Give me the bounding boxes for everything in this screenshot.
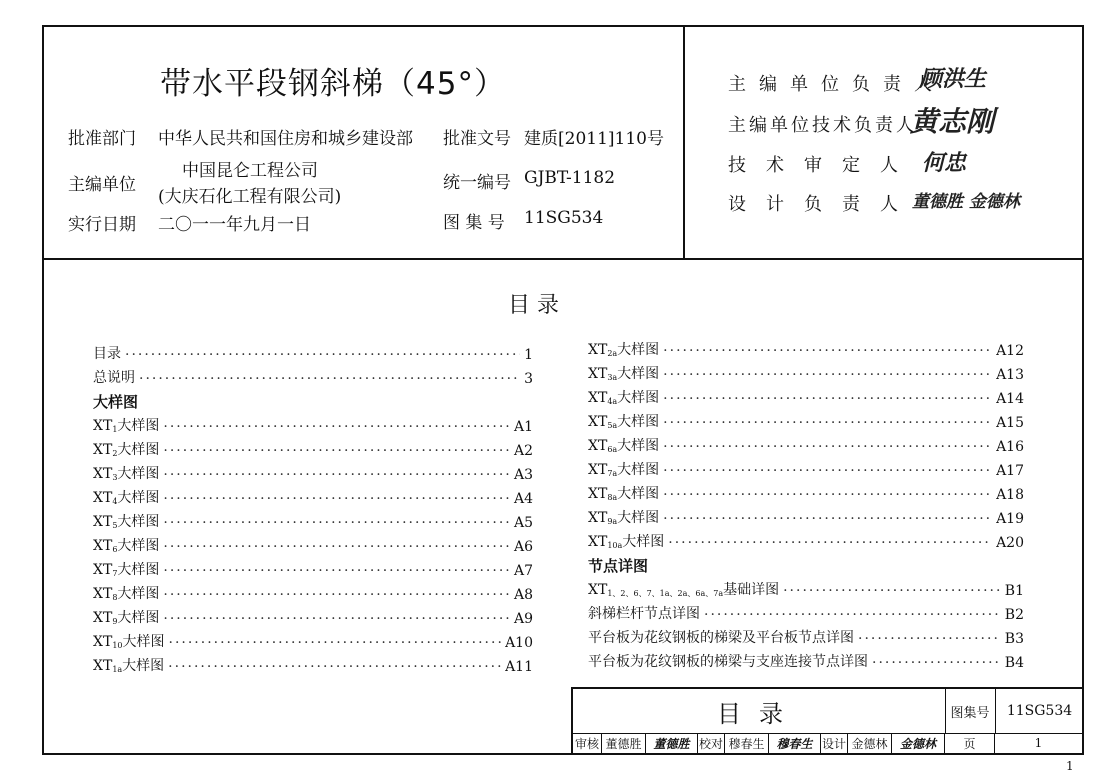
- toc-entry-subscript: 3a: [607, 373, 618, 382]
- toc-entry[interactable]: [93, 509, 533, 531]
- reviewer-signature: 董德胜: [646, 733, 698, 753]
- toc-entry-page: A7: [513, 563, 533, 579]
- toc-entry[interactable]: [93, 605, 533, 627]
- approve-dept-label: 批准部门: [68, 129, 136, 149]
- toc-entry-text: 大样图: [622, 534, 665, 550]
- approve-doc: 建质[2011]110号: [524, 129, 664, 149]
- toc-entry-subscript: 5: [112, 521, 118, 530]
- toc-leader-dots: [163, 563, 510, 579]
- toc-entry-text: 大样图: [117, 562, 160, 578]
- toc-leader-dots: [663, 511, 992, 527]
- toc-leader-dots: [163, 587, 510, 603]
- toc-leader-dots: [668, 535, 992, 551]
- toc-leader-dots: [125, 347, 520, 363]
- toc-entry[interactable]: [588, 577, 1024, 599]
- toc-entry-label: [93, 511, 159, 531]
- unified-no: GJBT-1182: [524, 168, 616, 188]
- toc-entry-label: [588, 507, 659, 527]
- toc-leader-dots: [663, 343, 992, 359]
- toc-entry-text: 基础详图: [723, 582, 780, 598]
- toc-entry-label: [588, 459, 659, 479]
- toc-entry-code: XT: [588, 342, 608, 358]
- toc-entry-page: A19: [996, 511, 1024, 527]
- toc-entry-text: 大样图: [117, 610, 160, 626]
- atlas-no-label: 图 集 号: [443, 213, 505, 233]
- title-block: [571, 687, 1084, 755]
- toc-section-heading: 大样图: [93, 393, 139, 411]
- toc-entry-code: XT: [93, 634, 113, 650]
- toc-entry-page: A15: [996, 415, 1024, 431]
- toc-entry[interactable]: [93, 485, 533, 507]
- designer: 金德林: [848, 733, 892, 753]
- toc-entry-page: A18: [996, 487, 1024, 503]
- toc-heading: 目 录: [508, 293, 559, 318]
- toc-leader-dots: [163, 515, 510, 531]
- document-title: 带水平段钢斜梯（45°）: [160, 66, 506, 102]
- toc-entry-text: 大样图: [122, 634, 165, 650]
- toc-entry-page: A10: [505, 635, 533, 651]
- toc-entry[interactable]: [93, 533, 533, 555]
- header-vertical-divider: [683, 25, 685, 258]
- toc-leader-dots: [163, 443, 510, 459]
- signoff-label-2: 主编单位技术负责人: [728, 115, 917, 136]
- toc-entry-label: [93, 463, 159, 483]
- toc-entry-label: [93, 607, 159, 627]
- toc-entry-page: A9: [513, 611, 533, 627]
- check-label: 校对: [698, 733, 725, 753]
- toc-entry-page: A5: [513, 515, 533, 531]
- signoff-label-4: 设计负责人: [728, 194, 918, 215]
- toc-entry-page: A17: [996, 463, 1024, 479]
- page-label: 页: [945, 733, 995, 753]
- toc-entry-label: 平台板为花纹钢板的梯梁及平台板节点详图: [588, 630, 854, 646]
- toc-entry-text: 大样图: [617, 366, 660, 382]
- header-divider: [42, 258, 1084, 260]
- toc-entry-code: XT: [93, 418, 113, 434]
- toc-entry-subscript: 10: [112, 641, 123, 650]
- toc-entry-label: [588, 483, 659, 503]
- toc-leader-dots: [858, 631, 1001, 647]
- toc-entry-subscript: 7a: [607, 469, 618, 478]
- toc-entry-page: A4: [513, 491, 533, 507]
- page-no: 1: [1034, 736, 1043, 750]
- toc-entry-page: A1: [513, 419, 533, 435]
- toc-entry-code: XT: [93, 514, 113, 530]
- toc-entry-page: A6: [513, 539, 533, 555]
- toc-entry-text: 大样图: [617, 390, 660, 406]
- toc-leader-dots: [163, 467, 510, 483]
- unified-no-label: 统一编号: [443, 173, 511, 193]
- toc-entry[interactable]: [588, 457, 1024, 479]
- toc-entry-code: XT: [93, 466, 113, 482]
- toc-entry-subscript: 8a: [607, 493, 618, 502]
- toc-entry[interactable]: [93, 581, 533, 603]
- toc-entry-label: [588, 339, 659, 359]
- toc-entry-page: A3: [513, 467, 533, 483]
- toc-entry-label: [93, 631, 165, 651]
- editor-line1: 中国昆仑工程公司: [182, 161, 318, 181]
- signature-1: 顾洪生: [920, 66, 987, 92]
- toc-leader-dots: [872, 655, 1001, 671]
- title-block-name: 目录: [573, 689, 946, 733]
- toc-entry[interactable]: [93, 341, 533, 363]
- toc-entry-code: XT: [93, 442, 113, 458]
- toc-entry-text: 大样图: [117, 514, 160, 530]
- toc-leader-dots: [169, 635, 502, 651]
- toc-leader-dots: [783, 583, 1001, 599]
- toc-entry-subscript: 5a: [607, 421, 618, 430]
- date-label: 实行日期: [68, 215, 136, 235]
- toc-entry[interactable]: [588, 433, 1024, 455]
- signoff-label-3: 技术审定人: [728, 155, 918, 176]
- toc-entry-page: A14: [996, 391, 1024, 407]
- review-label: 审核: [573, 733, 602, 753]
- toc-entry-subscript: 3: [112, 473, 118, 482]
- toc-entry-label: [588, 363, 659, 383]
- approve-doc-label: 批准文号: [443, 129, 511, 149]
- signoff-label-1: 主编单位负责人: [728, 74, 945, 95]
- checker: 穆春生: [725, 733, 769, 753]
- editor-line2: (大庆石化工程有限公司): [158, 187, 342, 207]
- approve-dept: 中华人民共和国住房和城乡建设部: [158, 129, 413, 149]
- toc-entry-text: 大样图: [122, 658, 165, 674]
- toc-entry-code: XT: [588, 510, 608, 526]
- toc-entry[interactable]: [93, 413, 533, 435]
- toc-entry[interactable]: [588, 361, 1024, 383]
- atlas-no: 11SG534: [524, 208, 604, 228]
- toc-entry-text: 大样图: [617, 510, 660, 526]
- toc-entry-page: A13: [996, 367, 1024, 383]
- toc-entry-text: 大样图: [117, 442, 160, 458]
- toc-entry[interactable]: [588, 505, 1024, 527]
- toc-entry-page: A20: [996, 535, 1024, 551]
- toc-entry-label: [588, 531, 664, 551]
- toc-entry-subscript: 10a: [607, 541, 623, 550]
- toc-entry-label: [93, 583, 159, 603]
- toc-entry-label: [93, 535, 159, 555]
- toc-entry[interactable]: [93, 557, 533, 579]
- toc-entry-subscript: 1: [112, 425, 118, 434]
- toc-entry[interactable]: [588, 649, 1024, 671]
- toc-entry-code: XT: [93, 490, 113, 506]
- toc-leader-dots: [663, 367, 992, 383]
- toc-entry-page: 1: [524, 347, 533, 363]
- reviewer: 董德胜: [602, 733, 646, 753]
- toc-entry-text: 大样图: [617, 462, 660, 478]
- toc-entry-code: XT: [588, 462, 608, 478]
- toc-entry-page: A16: [996, 439, 1024, 455]
- toc-section-heading: 节点详图: [588, 557, 649, 575]
- toc-entry-label: 斜梯栏杆节点详图: [588, 606, 700, 622]
- toc-entry-text: 大样图: [617, 486, 660, 502]
- toc-leader-dots: [163, 539, 510, 555]
- toc-entry-subscript: 8: [112, 593, 118, 602]
- toc-leader-dots: [663, 439, 992, 455]
- toc-entry-code: XT: [588, 534, 608, 550]
- toc-entry-page: B3: [1004, 631, 1024, 647]
- toc-leader-dots: [663, 391, 992, 407]
- toc-leader-dots: [663, 415, 992, 431]
- toc-entry-code: XT: [93, 538, 113, 554]
- toc-entry-text: 大样图: [617, 438, 660, 454]
- toc-entry-code: XT: [93, 562, 113, 578]
- toc-entry[interactable]: [93, 653, 533, 675]
- signature-3: 何忠: [922, 150, 967, 176]
- toc-entry-page: B4: [1004, 655, 1024, 671]
- toc-entry-text: 大样图: [117, 490, 160, 506]
- title-block-atlas-no: 11SG534: [1006, 703, 1073, 719]
- toc-entry-label: [588, 411, 659, 431]
- toc-entry-label: 总说明: [93, 370, 135, 386]
- toc-entry[interactable]: [588, 409, 1024, 431]
- toc-entry-subscript: 7: [112, 569, 118, 578]
- toc-entry-subscript: 1、2、6、7、1a、2a、6a、7a: [607, 589, 724, 598]
- toc-entry[interactable]: [588, 529, 1024, 551]
- toc-entry-subscript: 1a: [112, 665, 123, 674]
- toc-entry-subscript: 9a: [607, 517, 618, 526]
- toc-entry-page: A8: [513, 587, 533, 603]
- toc-entry-label: [93, 415, 159, 435]
- toc-entry[interactable]: [93, 629, 533, 651]
- toc-entry-subscript: 2a: [607, 349, 618, 358]
- toc-entry-code: XT: [588, 366, 608, 382]
- title-block-atlas-label: 图集号: [945, 689, 996, 733]
- toc-entry[interactable]: [588, 601, 1024, 623]
- toc-entry-code: XT: [93, 658, 113, 674]
- signature-2: 黄志刚: [910, 105, 995, 138]
- checker-signature: 穆春生: [769, 733, 821, 753]
- toc-leader-dots: [163, 419, 510, 435]
- toc-entry[interactable]: [588, 481, 1024, 503]
- toc-entry[interactable]: [93, 437, 533, 459]
- toc-entry[interactable]: [588, 337, 1024, 359]
- toc-entry-subscript: 9: [112, 617, 118, 626]
- toc-leader-dots: [163, 611, 510, 627]
- toc-entry-code: XT: [588, 486, 608, 502]
- toc-entry-code: XT: [588, 390, 608, 406]
- toc-entry-subscript: 6a: [607, 445, 618, 454]
- editor-label: 主编单位: [68, 175, 136, 195]
- toc-entry-code: XT: [588, 438, 608, 454]
- toc-leader-dots: [139, 371, 520, 387]
- toc-entry-code: XT: [588, 582, 608, 598]
- toc-entry-text: 大样图: [617, 342, 660, 358]
- toc-entry-label: [588, 387, 659, 407]
- toc-entry-label: [93, 655, 164, 675]
- toc-entry-label: [588, 579, 779, 599]
- toc-leader-dots: [704, 607, 1001, 623]
- toc-entry-subscript: 4a: [607, 397, 618, 406]
- toc-leader-dots: [168, 659, 501, 675]
- toc-entry-page: A12: [996, 343, 1024, 359]
- page-number: 1: [1066, 759, 1074, 773]
- toc-entry-code: XT: [93, 586, 113, 602]
- toc-entry-text: 大样图: [117, 586, 160, 602]
- toc-entry-text: 大样图: [117, 466, 160, 482]
- signature-4: 董德胜 金德林: [912, 192, 1020, 212]
- toc-entry-text: 大样图: [117, 538, 160, 554]
- toc-entry-label: 目录: [93, 346, 121, 362]
- toc-entry-subscript: 4: [112, 497, 118, 506]
- toc-entry-text: 大样图: [617, 414, 660, 430]
- toc-entry-page: B1: [1004, 583, 1024, 599]
- design-label: 设计: [821, 733, 848, 753]
- toc-entry-text: 大样图: [117, 418, 160, 434]
- designer-signature: 金德林: [892, 733, 945, 753]
- toc-entry-label: 平台板为花纹钢板的梯梁与支座连接节点详图: [588, 654, 868, 670]
- toc-leader-dots: [663, 463, 992, 479]
- toc-entry[interactable]: [588, 385, 1024, 407]
- toc-entry-label: [93, 559, 159, 579]
- toc-entry-label: [588, 435, 659, 455]
- toc-entry-code: XT: [588, 414, 608, 430]
- toc-entry-label: [93, 487, 159, 507]
- toc-entry-subscript: 6: [112, 545, 118, 554]
- toc-entry-page: B2: [1004, 607, 1024, 623]
- toc-entry-code: XT: [93, 610, 113, 626]
- toc-leader-dots: [663, 487, 992, 503]
- toc-leader-dots: [163, 491, 510, 507]
- toc-entry-label: [93, 439, 159, 459]
- toc-entry-page: A2: [513, 443, 533, 459]
- toc-entry-page: A11: [505, 659, 533, 675]
- toc-entry[interactable]: [93, 461, 533, 483]
- date: 二〇一一年九月一日: [158, 215, 311, 235]
- toc-entry-page: 3: [524, 371, 533, 387]
- toc-entry-subscript: 2: [112, 449, 118, 458]
- toc-entry[interactable]: [588, 625, 1024, 647]
- toc-entry[interactable]: [93, 365, 533, 387]
